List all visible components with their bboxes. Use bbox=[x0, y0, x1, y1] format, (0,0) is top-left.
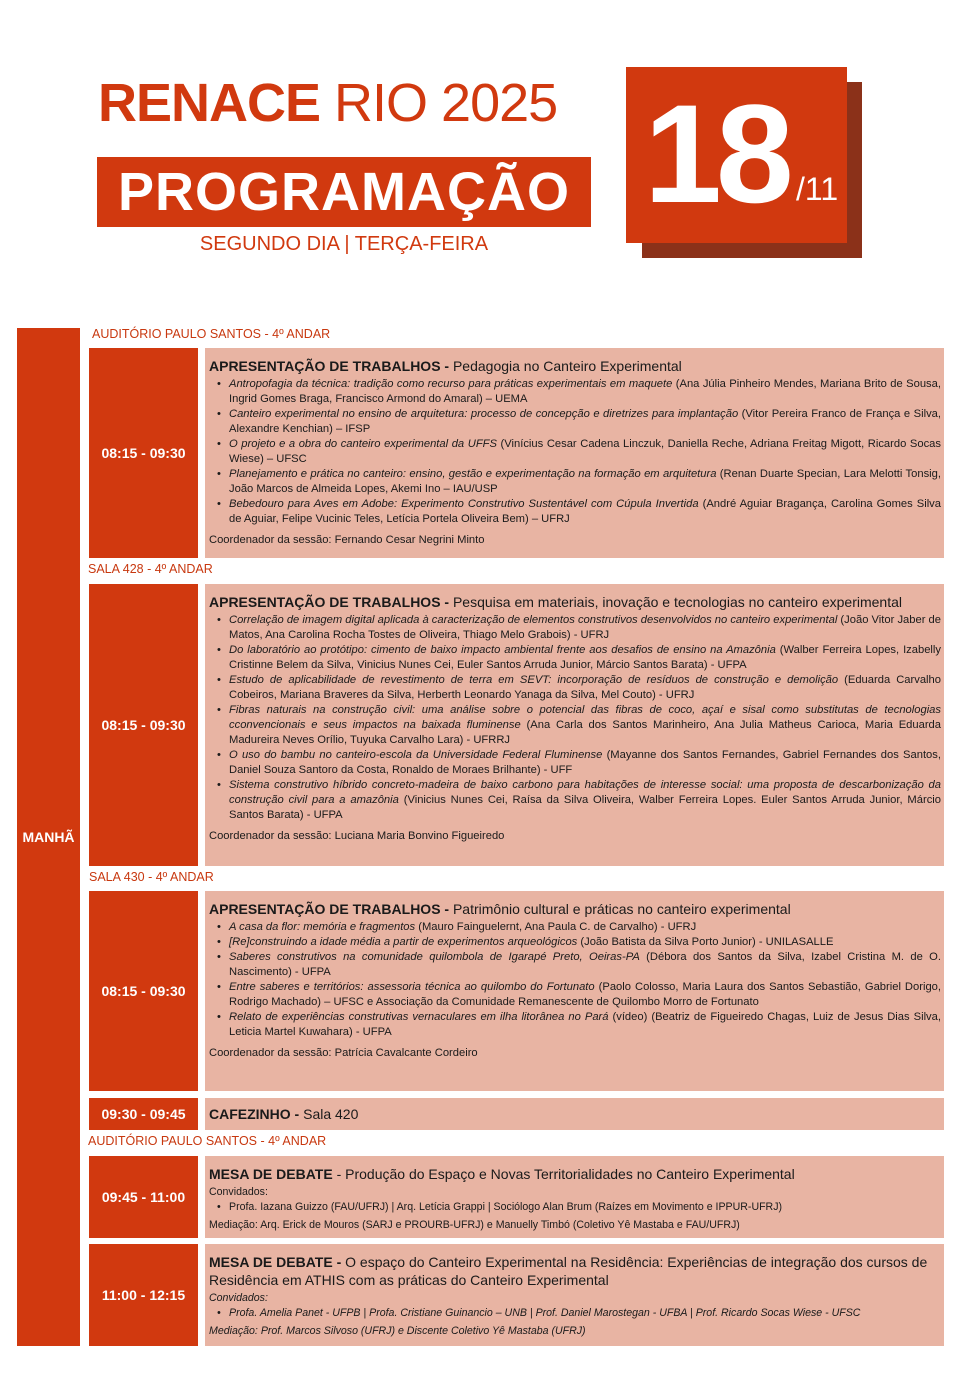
paper-item bbox=[229, 437, 941, 467]
room-label: AUDITÓRIO PAULO SANTOS - 4º ANDAR bbox=[88, 1134, 327, 1148]
guest-item: • Profa. Iazana Guizzo (FAU/UFRJ) | Arq. Letícia Grappi | Sociólogo Alan Brum (Raízes em Movimento e IPPUR-UFRJ) bbox=[229, 1200, 941, 1215]
paper-authors: (Eduarda Carvalho Cobeiros, Mariana Braveres da Silva, Herberth Leonardo Yanaga da Silva, Mel Couto) - UFRJ bbox=[229, 674, 941, 701]
paper-authors: (André Aguiar Bragança, Carolina Gomes Silva de Aguiar, Felipe Vucinic Teles, Letícia Portela Oliveira Bem) – UFRJ bbox=[229, 498, 941, 525]
session-panel bbox=[205, 584, 944, 866]
paper-title: Entre saberes e territórios: assessoria técnica ao quilombo do Fortunato bbox=[229, 981, 595, 993]
paper-authors: (Mayanne dos Santos Fernandes, Gabriel Fernandes dos Santos, Daniel Souza Santoro da Costa, Ronaldo de Moraes Brilhante) - UFF bbox=[229, 749, 941, 776]
guests-label: Convidados: bbox=[209, 1186, 268, 1198]
paper-authors: (Renan Duarte Specian, Lara Melotti Tonsig, João Marcos de Almeida Lopes, Akemi Ino – IAU/USP bbox=[229, 468, 941, 495]
session-coordinator: Coordenador da sessão: Patrícia Cavalcante Cordeiro bbox=[209, 1047, 478, 1059]
paper-authors: (vídeo) (Beatriz de Figueiredo Chagas, Luiz de Jesus Dias Silva, Leticia Martel Kuwahara) - UFPA bbox=[229, 1011, 941, 1038]
paper-title: Correlação de imagem digital aplicada à caracterização de elementos construtivos desenvolvidos no canteiro experimental bbox=[229, 614, 838, 626]
paper-title: O projeto e a obra do canteiro experimental da UFFS bbox=[229, 438, 497, 450]
session-title bbox=[209, 593, 941, 611]
session-type: MESA DE DEBATE - bbox=[209, 1254, 342, 1270]
date-day: 18 bbox=[644, 75, 788, 232]
event-name: RENACE bbox=[98, 73, 321, 133]
session-panel bbox=[205, 891, 944, 1091]
paper-list bbox=[209, 613, 941, 823]
paper-authors: (Vitor Pereira Franco de França e Silva, Alexandre Kenchian) – IFSP bbox=[229, 408, 941, 435]
paper-item bbox=[229, 377, 941, 407]
guest-list bbox=[209, 1306, 941, 1321]
paper-title: Sistema construtivo híbrido concreto-madeira de baixo carbono para habitações de interesse social: uma proposta de descarbonização da construção civil para a amazônia bbox=[229, 779, 941, 806]
paper-item bbox=[229, 935, 941, 950]
room-label: SALA 428 - 4º ANDAR bbox=[88, 562, 213, 576]
paper-authors: (Débora dos Santos da Silva, Izabel Cristina M. de O. Nascimento) - UFPA bbox=[229, 951, 941, 978]
paper-item bbox=[229, 467, 941, 497]
paper-item bbox=[229, 950, 941, 980]
session-type: MESA DE DEBATE bbox=[209, 1166, 337, 1182]
paper-title: A casa da flor: memória e fragmentos bbox=[229, 921, 416, 933]
paper-item bbox=[229, 980, 941, 1010]
paper-authors: (Vinicius Nunes Cei, Raísa da Silva Oliveira, Walber Ferreira Lopes. Euler Santos Arruda Junior, Márcio Santos Barata) - UFPA bbox=[229, 794, 941, 821]
date-month: /11 bbox=[796, 171, 839, 207]
period-label: MANHÃ bbox=[17, 328, 80, 1346]
paper-item bbox=[229, 778, 941, 823]
paper-authors: (Vinícius Cesar Cadena Linczuk, Daniella Reche, Adriana Freitag Migott, Ricardo Socas Wiese) – UFSC bbox=[229, 438, 941, 465]
paper-authors: (Paolo Colosso, Maria Laura dos Santos Sebastião, Gabriel Dorigo, Rodrigo Machado) – UFSC e Associação da Comunidade Remanescente de Quilombo Morro de Fortunato bbox=[229, 981, 941, 1008]
session-panel bbox=[205, 348, 944, 558]
time-slot: 11:00 - 12:15 bbox=[89, 1244, 198, 1346]
day-subtitle: SEGUNDO DIA | TERÇA-FEIRA bbox=[199, 233, 489, 255]
paper-title: Canteiro experimental no ensino de arquitetura: processo de concepção e diretrizes para implantação bbox=[229, 408, 739, 420]
paper-item bbox=[229, 643, 941, 673]
paper-title: O uso do bambu no canteiro-escola da Universidade Federal Fluminense bbox=[229, 749, 603, 761]
session-title bbox=[209, 1253, 941, 1289]
paper-list bbox=[209, 377, 941, 527]
paper-title: Bebedouro para Aves em Adobe: Experimento Construtivo Sustentável com Cúpula Invertida bbox=[229, 498, 699, 510]
session-topic: Sala 420 bbox=[299, 1106, 359, 1122]
paper-authors: (Ana Júlia Pinheiro Mendes, Mariana Brito de Sousa, Ingrid Gomes Braga, Francisco Armond do Amaral) – UEMA bbox=[229, 378, 941, 405]
paper-item bbox=[229, 703, 941, 748]
session-title bbox=[209, 900, 941, 918]
date-box bbox=[626, 67, 847, 243]
session-topic: Pesquisa em materiais, inovação e tecnologias no canteiro experimental bbox=[449, 594, 902, 610]
paper-title: [Re]construindo a idade média a partir de experimentos arqueológicos bbox=[229, 936, 578, 948]
room-label: AUDITÓRIO PAULO SANTOS - 4º ANDAR bbox=[92, 327, 331, 341]
room-label: SALA 430 - 4º ANDAR bbox=[89, 870, 214, 884]
session-type: APRESENTAÇÃO DE TRABALHOS - bbox=[209, 358, 450, 374]
time-slot: 09:45 - 11:00 bbox=[89, 1156, 198, 1238]
debate-panel bbox=[205, 1244, 944, 1346]
session-type: APRESENTAÇÃO DE TRABALHOS - bbox=[209, 901, 450, 917]
paper-item bbox=[229, 497, 941, 527]
session-coordinator: Coordenador da sessão: Luciana Maria Bonvino Figueiredo bbox=[209, 830, 505, 842]
session-topic: Pedagogia no Canteiro Experimental bbox=[449, 358, 682, 374]
time-slot: 08:15 - 09:30 bbox=[89, 891, 198, 1091]
paper-item bbox=[229, 748, 941, 778]
guest-item: • Profa. Amelia Panet - UFPB | Profa. Cristiane Guinancio – UNB | Prof. Daniel Marostegan - UFBA | Prof. Ricardo Socas Wiese - UFSC bbox=[229, 1306, 941, 1321]
time-slot: 09:30 - 09:45 bbox=[89, 1098, 198, 1130]
paper-item bbox=[229, 613, 941, 643]
paper-title: Antropofagia da técnica: tradição como recurso para práticas experimentais em maquete bbox=[229, 378, 673, 390]
session-type: CAFEZINHO - bbox=[209, 1106, 300, 1122]
paper-authors: (João Batista da Silva Porto Junior) - UNILASALLE bbox=[577, 936, 834, 948]
break-panel bbox=[205, 1098, 944, 1130]
session-coordinator: Coordenador da sessão: Fernando Cesar Negrini Minto bbox=[209, 534, 485, 546]
event-location-year: RIO 2025 bbox=[334, 73, 558, 133]
session-title bbox=[209, 357, 941, 375]
paper-item bbox=[229, 673, 941, 703]
paper-authors: (João Vitor Jaber de Matos, Ana Carolina Rocha Tostes de Oliveira, Thiago Melo Grabois) - UFRJ bbox=[229, 614, 941, 641]
event-title bbox=[98, 72, 557, 134]
paper-title: Fibras naturais na construção civil: uma análise sobre o potencial das fibras de coco, açaí e sisal como substitutas de tecnologias cconvencionais e seus impactos na baixada fluminense bbox=[229, 704, 941, 731]
program-banner: PROGRAMAÇÃO bbox=[97, 157, 591, 227]
mediation: Mediação: Prof. Marcos Silvoso (UFRJ) e Discente Coletivo Yê Mastaba (UFRJ) bbox=[209, 1325, 586, 1337]
session-topic: - Produção do Espaço e Novas Territorialidades no Canteiro Experimental bbox=[336, 1166, 795, 1182]
time-slot: 08:15 - 09:30 bbox=[89, 584, 198, 866]
time-slot: 08:15 - 09:30 bbox=[89, 348, 198, 558]
session-title bbox=[209, 1105, 941, 1123]
paper-title: Saberes construtivos na comunidade quilombola de Igarapé Preto, Oeiras-PA bbox=[229, 951, 640, 963]
paper-list bbox=[209, 920, 941, 1040]
paper-authors: (Mauro Fainguelernt, Ana Paula C. de Carvalho) - UFRJ bbox=[415, 921, 697, 933]
session-topic: O espaço do Canteiro Experimental na Residência: Experiências de integração dos cursos de Residência em ATHIS com as práticas do Canteiro Experimental bbox=[209, 1254, 928, 1288]
debate-panel bbox=[205, 1156, 944, 1238]
guest-list bbox=[209, 1200, 941, 1215]
paper-title: Estudo de aplicabilidade de revestimento de terra em SEVT: incorporação de resíduos de construção e demolição bbox=[229, 674, 839, 686]
paper-authors: (Walber Ferreira Lopes, Izabelly Cristinne Belem da Silva, Vinicius Nunes Cei, Euler Santos Arruda Junior, Márcio Santos Barata) - UFPA bbox=[229, 644, 941, 671]
paper-item bbox=[229, 1010, 941, 1040]
session-type: APRESENTAÇÃO DE TRABALHOS - bbox=[209, 594, 450, 610]
paper-item bbox=[229, 920, 941, 935]
paper-title: Planejamento e prática no canteiro: ensino, gestão e experimentação na formação em arquitetura bbox=[229, 468, 717, 480]
paper-title: Do laboratório ao protótipo: cimento de baixo impacto ambiental frente aos desafios de ensino na Amazônia bbox=[229, 644, 776, 656]
mediation: Mediação: Arq. Erick de Mouros (SARJ e PROURB-UFRJ) e Manuelly Timbó (Coletivo Yê Mastaba e FAU/UFRJ) bbox=[209, 1219, 740, 1231]
session-title bbox=[209, 1165, 941, 1183]
paper-authors: (Ana Carla dos Santos Marinheiro, Ana Julia Matheus Carioca, Maria Eduarda Madureira Neves Orílio, Tuyuka Carvalho Lara) - UFRRJ bbox=[229, 719, 941, 746]
paper-item bbox=[229, 407, 941, 437]
guests-label: Convidados: bbox=[209, 1292, 268, 1304]
session-topic: Patrimônio cultural e práticas no canteiro experimental bbox=[449, 901, 791, 917]
paper-title: Relato de experiências construtivas vernaculares em ilha litorânea no Pará bbox=[229, 1011, 609, 1023]
